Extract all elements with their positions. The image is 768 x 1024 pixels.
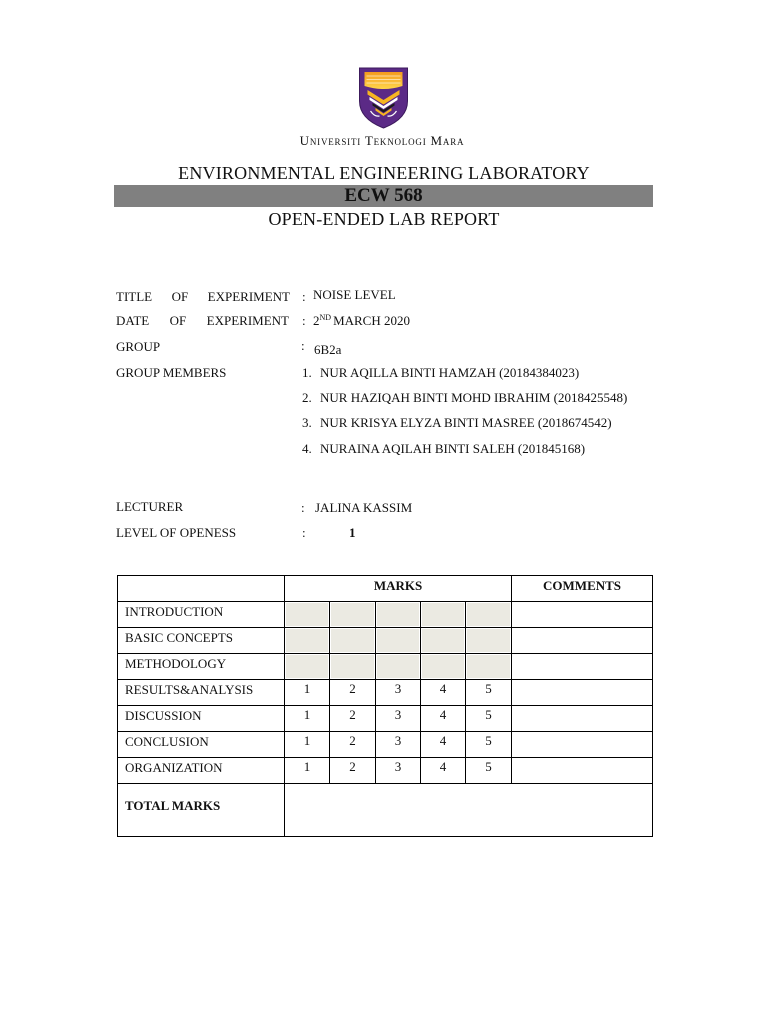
shaded-mark-cell bbox=[285, 628, 330, 654]
criterion-cell: CONCLUSION bbox=[118, 732, 285, 758]
comment-cell bbox=[512, 706, 653, 732]
title-label: TITLE OF EXPERIMENT bbox=[116, 289, 290, 304]
marks-table bbox=[117, 575, 653, 837]
score-cell: 5 bbox=[466, 706, 512, 732]
shaded-mark-cell bbox=[376, 654, 421, 680]
table-row bbox=[118, 758, 653, 784]
table-row bbox=[118, 654, 653, 680]
shaded-mark-cell bbox=[285, 654, 330, 680]
member-name: NUR KRISYA ELYZA BINTI MASREE (2018674542) bbox=[320, 415, 612, 430]
lecturer-label: LECTURER bbox=[116, 499, 184, 514]
member-number: 1. bbox=[302, 365, 312, 380]
group-value: 6B2a bbox=[314, 342, 342, 357]
openness-separator: : bbox=[302, 525, 306, 540]
group-separator: : bbox=[301, 338, 305, 353]
comment-cell bbox=[512, 654, 653, 680]
member-number: 3. bbox=[302, 415, 312, 430]
criterion-cell: ORGANIZATION bbox=[118, 758, 285, 784]
university-logo bbox=[358, 67, 409, 129]
shaded-mark-cell bbox=[466, 628, 512, 654]
date-month-year: MARCH 2020 bbox=[333, 313, 410, 328]
comment-cell bbox=[512, 732, 653, 758]
shaded-mark-cell bbox=[421, 654, 466, 680]
date-day: 2 bbox=[313, 313, 320, 328]
table-row bbox=[118, 628, 653, 654]
comment-cell bbox=[512, 628, 653, 654]
marks-header: MARKS bbox=[285, 576, 512, 602]
score-cell: 5 bbox=[466, 732, 512, 758]
score-cell: 4 bbox=[421, 706, 466, 732]
shaded-mark-cell bbox=[466, 602, 512, 628]
date-day-suffix: ND bbox=[319, 313, 332, 322]
score-cell: 4 bbox=[421, 732, 466, 758]
score-cell: 2 bbox=[330, 706, 376, 732]
lecturer-separator: : bbox=[301, 500, 305, 515]
total-marks-value-cell bbox=[285, 784, 653, 837]
comment-cell bbox=[512, 680, 653, 706]
openness-label: LEVEL OF OPENESS bbox=[116, 525, 237, 540]
shaded-mark-cell bbox=[421, 602, 466, 628]
shaded-mark-cell bbox=[330, 602, 376, 628]
comment-cell bbox=[512, 602, 653, 628]
course-code: ECW 568 bbox=[344, 185, 423, 206]
group-label: GROUP bbox=[116, 339, 161, 354]
score-cell: 4 bbox=[421, 680, 466, 706]
score-cell: 2 bbox=[330, 758, 376, 784]
criterion-cell: DISCUSSION bbox=[118, 706, 285, 732]
members-label: GROUP MEMBERS bbox=[116, 365, 227, 380]
shaded-mark-cell bbox=[376, 628, 421, 654]
shaded-mark-cell bbox=[330, 654, 376, 680]
member-name: NUR AQILLA BINTI HAMZAH (20184384023) bbox=[320, 365, 580, 380]
score-cell: 3 bbox=[376, 680, 421, 706]
score-cell: 3 bbox=[376, 706, 421, 732]
member-name: NUR HAZIQAH BINTI MOHD IBRAHIM (2018425548) bbox=[320, 390, 628, 405]
member-number: 2. bbox=[302, 390, 312, 405]
table-row bbox=[118, 680, 653, 706]
openness-value: 1 bbox=[349, 525, 356, 540]
criterion-cell: RESULTS&ANALYSIS bbox=[118, 680, 285, 706]
title-value: NOISE LEVEL bbox=[313, 287, 396, 302]
member-name: NURAINA AQILAH BINTI SALEH (201845168) bbox=[320, 441, 586, 456]
table-header-row bbox=[118, 576, 653, 602]
date-separator: : bbox=[302, 313, 306, 328]
university-name: Universiti Teknologi Mara bbox=[299, 133, 465, 148]
comments-header: COMMENTS bbox=[512, 576, 653, 602]
lecturer-value: JALINA KASSIM bbox=[315, 500, 413, 515]
shaded-mark-cell bbox=[466, 654, 512, 680]
total-marks-row bbox=[118, 784, 653, 837]
score-cell: 1 bbox=[285, 758, 330, 784]
score-cell: 1 bbox=[285, 706, 330, 732]
table-row bbox=[118, 706, 653, 732]
member-number: 4. bbox=[302, 441, 312, 456]
score-cell: 5 bbox=[466, 758, 512, 784]
date-label: DATE OF EXPERIMENT bbox=[116, 313, 289, 328]
criterion-cell: METHODOLOGY bbox=[118, 654, 285, 680]
shaded-mark-cell bbox=[285, 602, 330, 628]
shaded-mark-cell bbox=[376, 602, 421, 628]
score-cell: 4 bbox=[421, 758, 466, 784]
score-cell: 3 bbox=[376, 732, 421, 758]
score-cell: 2 bbox=[330, 680, 376, 706]
criterion-cell: INTRODUCTION bbox=[118, 602, 285, 628]
table-row bbox=[118, 732, 653, 758]
score-cell: 5 bbox=[466, 680, 512, 706]
course-code-bar bbox=[114, 185, 653, 207]
header-blank-cell bbox=[118, 576, 285, 602]
comment-cell bbox=[512, 758, 653, 784]
score-cell: 1 bbox=[285, 732, 330, 758]
score-cell: 1 bbox=[285, 680, 330, 706]
report-type: OPEN-ENDED LAB REPORT bbox=[268, 209, 500, 229]
total-marks-label: TOTAL MARKS bbox=[118, 784, 285, 837]
lab-title: ENVIRONMENTAL ENGINEERING LABORATORY bbox=[178, 163, 590, 183]
criterion-cell: BASIC CONCEPTS bbox=[118, 628, 285, 654]
table-row bbox=[118, 602, 653, 628]
score-cell: 3 bbox=[376, 758, 421, 784]
title-separator: : bbox=[302, 289, 306, 304]
shaded-mark-cell bbox=[330, 628, 376, 654]
score-cell: 2 bbox=[330, 732, 376, 758]
shaded-mark-cell bbox=[421, 628, 466, 654]
date-value bbox=[313, 313, 410, 329]
